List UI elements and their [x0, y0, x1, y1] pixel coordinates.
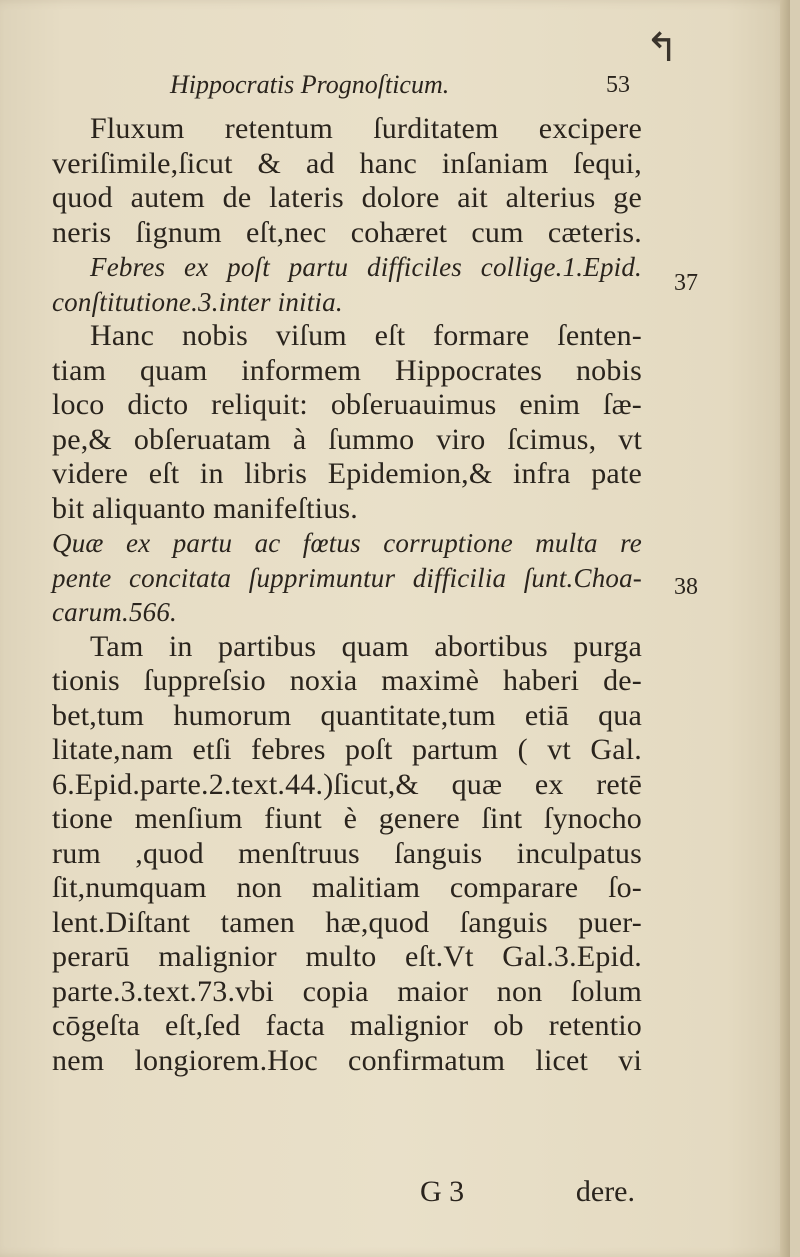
margin-number-37: 37 — [674, 270, 698, 296]
text-line: 6.Epid.parte.2.text.44.)ſicut,& quæ ex retē — [52, 767, 642, 801]
text-line: neris ſignum eſt,nec cohæret cum cæteris. — [52, 215, 642, 249]
running-title: Hippocratis Prognoſticum. — [170, 70, 450, 99]
text-line: perarū malignior multo eſt.Vt Gal.3.Epid. — [52, 940, 642, 973]
text-line: rum ,quod menſtruus ſanguis inculpatus — [52, 836, 642, 870]
text-line: lent.Diſtant tamen hæ,quod ſanguis puer- — [52, 905, 642, 939]
rubric-line: pente concitata ſupprimuntur difficilia ſunt.Choa- — [52, 562, 642, 593]
text-line: loco dicto reliquit: obſeruauimus enim ſæ- — [52, 388, 642, 421]
rubric-line: carum.566. — [52, 597, 177, 627]
page-footer — [420, 1175, 635, 1211]
text-line: bet,tum humorum quantitate,tum etiā qua — [52, 698, 642, 732]
rubric-line: Febres ex poſt partu difficiles collige.1.Epid. — [90, 252, 642, 282]
text-line: Fluxum retentum ſurditatem excipere — [90, 112, 642, 145]
text-line: pe,& obſeruatam à ſummo viro ſcimus, vt — [52, 422, 642, 456]
text-line: ſit,numquam non malitiam comparare ſo- — [52, 871, 642, 904]
text-line: Tam in partibus quam abortibus purga — [90, 629, 642, 663]
running-header — [170, 70, 630, 110]
text-line: Hanc nobis viſum eſt formare ſenten- — [90, 319, 642, 352]
rubric-line: Quæ ex partu ac fœtus corruptione multa re — [52, 528, 642, 558]
text-line: videre eſt in libris Epidemion,& infra pate — [52, 457, 642, 490]
text-line: parte.3.text.73.vbi copia maior non ſolum — [52, 974, 642, 1008]
text-line: tionis ſuppreſsio noxia maximè haberi de- — [52, 664, 642, 697]
text-line: litate,nam etſi febres poſt partum ( vt Gal. — [52, 733, 642, 766]
rubric-line: conſtitutione.3.inter initia. — [52, 286, 343, 317]
corner-ink-mark: ↰ — [645, 25, 679, 71]
signature-mark: G 3 — [420, 1175, 465, 1208]
margin-number-38: 38 — [674, 574, 698, 600]
body-text — [52, 112, 642, 1078]
text-line: tiam quam informem Hippocrates nobis — [52, 353, 642, 387]
page-number: 53 — [606, 72, 630, 98]
text-line: veriſimile,ſicut & ad hanc inſaniam ſequi, — [52, 146, 642, 180]
page-edge — [780, 0, 790, 1257]
text-line: quod autem de lateris dolore ait alterius ge — [52, 181, 642, 214]
catchword: dere. — [575, 1175, 635, 1208]
text-line: bit aliquanto manifeſtius. — [52, 491, 358, 525]
text-line: tione menſium fiunt è genere ſint ſynocho — [52, 802, 642, 835]
text-line: cōgeſta eſt,ſed facta malignior ob retentio — [52, 1009, 642, 1042]
text-line: nem longiorem.Hoc confirmatum licet vi — [52, 1043, 642, 1077]
